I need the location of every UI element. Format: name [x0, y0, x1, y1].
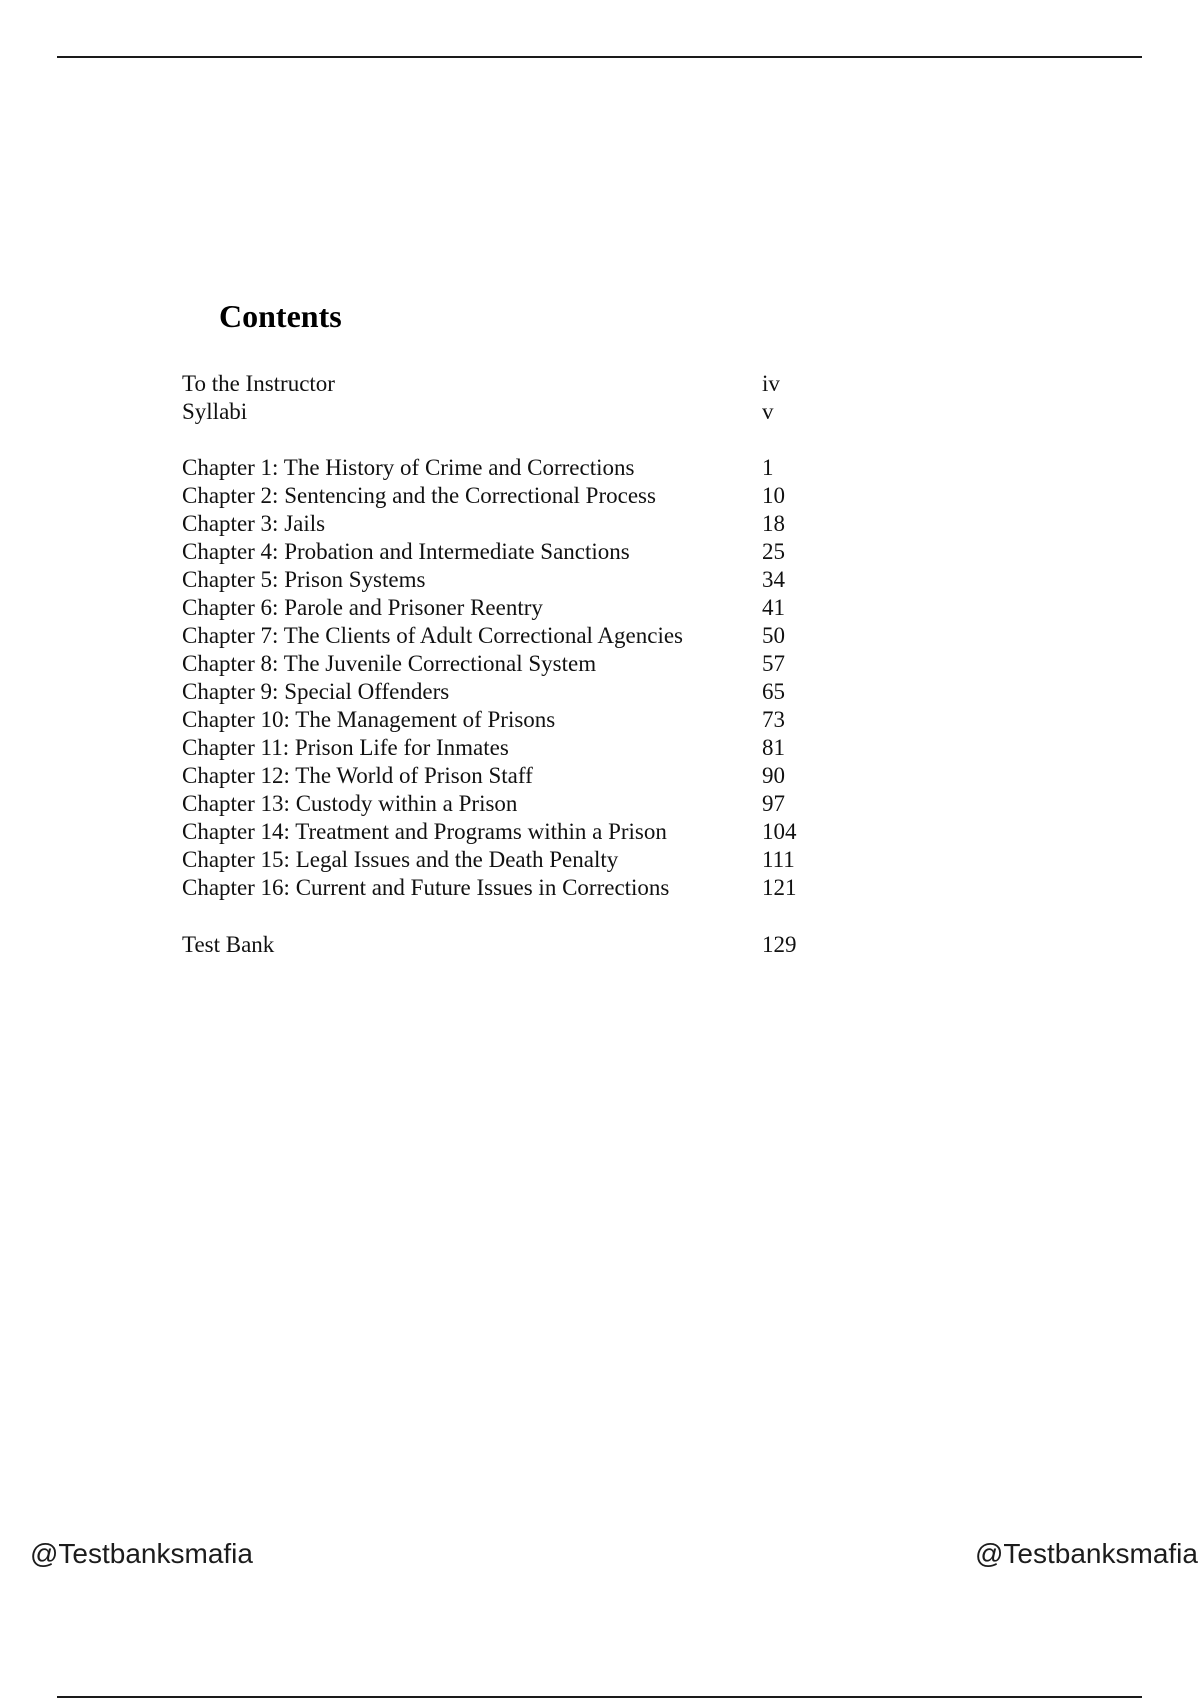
toc-front-matter [182, 370, 822, 426]
toc-entry-page: 25 [762, 539, 785, 564]
toc-entry-label: Chapter 1: The History of Crime and Corrections [182, 455, 635, 480]
toc-entry[interactable] [182, 650, 822, 678]
toc-entry-page: iv [762, 371, 780, 396]
toc-entry-label: Chapter 7: The Clients of Adult Correctional Agencies [182, 623, 684, 648]
watermark-right: @Testbanksmafia [975, 1538, 1198, 1569]
toc-entry[interactable] [182, 762, 822, 790]
toc-entry[interactable] [182, 566, 822, 594]
toc-entry-label: Chapter 2: Sentencing and the Correctional Process [182, 483, 656, 508]
toc-entry[interactable] [182, 510, 822, 538]
toc-entry-page: 90 [762, 763, 785, 788]
toc-entry-label: Chapter 4: Probation and Intermediate Sanctions [182, 539, 630, 564]
toc-entry[interactable] [182, 790, 822, 818]
watermark-left: @Testbanksmafia [30, 1538, 253, 1569]
toc-entry-label: Chapter 16: Current and Future Issues in Corrections [182, 875, 670, 900]
toc-entry-page: 50 [762, 623, 785, 648]
toc-entry[interactable] [182, 370, 822, 398]
toc-entry-page: 97 [762, 791, 785, 816]
bottom-rule [57, 1696, 1142, 1698]
toc-entry[interactable] [182, 454, 822, 482]
toc-entry[interactable] [182, 678, 822, 706]
toc-entry-page: v [762, 399, 774, 424]
toc-entry-label: Chapter 10: The Management of Prisons [182, 707, 556, 732]
page-title: Contents [219, 298, 342, 334]
toc-entry[interactable] [182, 734, 822, 762]
toc-entry[interactable] [182, 398, 822, 426]
toc-entry-page: 1 [762, 455, 774, 480]
toc-entry-label: Chapter 9: Special Offenders [182, 679, 450, 704]
toc-entry-label: Chapter 14: Treatment and Programs within a Prison [182, 819, 667, 844]
toc-entry-page: 41 [762, 595, 785, 620]
toc-entry-page: 121 [762, 875, 797, 900]
toc-entry-label: Chapter 11: Prison Life for Inmates [182, 735, 509, 760]
toc-entry-label: Test Bank [182, 932, 275, 957]
toc-entry[interactable] [182, 818, 822, 846]
toc-entry-page: 57 [762, 651, 785, 676]
toc-entry-page: 73 [762, 707, 785, 732]
toc-entry-label: To the Instructor [182, 371, 335, 396]
toc-entry[interactable] [182, 930, 822, 960]
toc-entry-label: Chapter 15: Legal Issues and the Death Penalty [182, 847, 619, 872]
toc-entry-label: Chapter 3: Jails [182, 511, 326, 536]
toc-entry[interactable] [182, 874, 822, 902]
toc-entry[interactable] [182, 706, 822, 734]
toc-entry-label: Chapter 13: Custody within a Prison [182, 791, 518, 816]
toc-entry[interactable] [182, 538, 822, 566]
toc-entry-page: 104 [762, 819, 797, 844]
toc-entry-page: 65 [762, 679, 785, 704]
toc-entry-label: Chapter 12: The World of Prison Staff [182, 763, 533, 788]
toc-entry-page: 129 [762, 932, 797, 957]
toc-entry-label: Chapter 6: Parole and Prisoner Reentry [182, 595, 543, 620]
toc-entry-page: 111 [762, 847, 795, 872]
toc-entry-page: 81 [762, 735, 785, 760]
toc-chapters [182, 454, 822, 902]
toc-entry[interactable] [182, 594, 822, 622]
toc-entry[interactable] [182, 846, 822, 874]
toc-entry-label: Chapter 5: Prison Systems [182, 567, 426, 592]
toc-entry[interactable] [182, 482, 822, 510]
top-rule [57, 56, 1142, 58]
toc-entry-page: 10 [762, 483, 785, 508]
toc-entry[interactable] [182, 622, 822, 650]
table-of-contents [182, 370, 822, 960]
toc-entry-page: 18 [762, 511, 785, 536]
toc-entry-label: Chapter 8: The Juvenile Correctional System [182, 651, 597, 676]
toc-entry-page: 34 [762, 567, 785, 592]
toc-entry-label: Syllabi [182, 399, 248, 424]
toc-back-matter [182, 930, 822, 960]
